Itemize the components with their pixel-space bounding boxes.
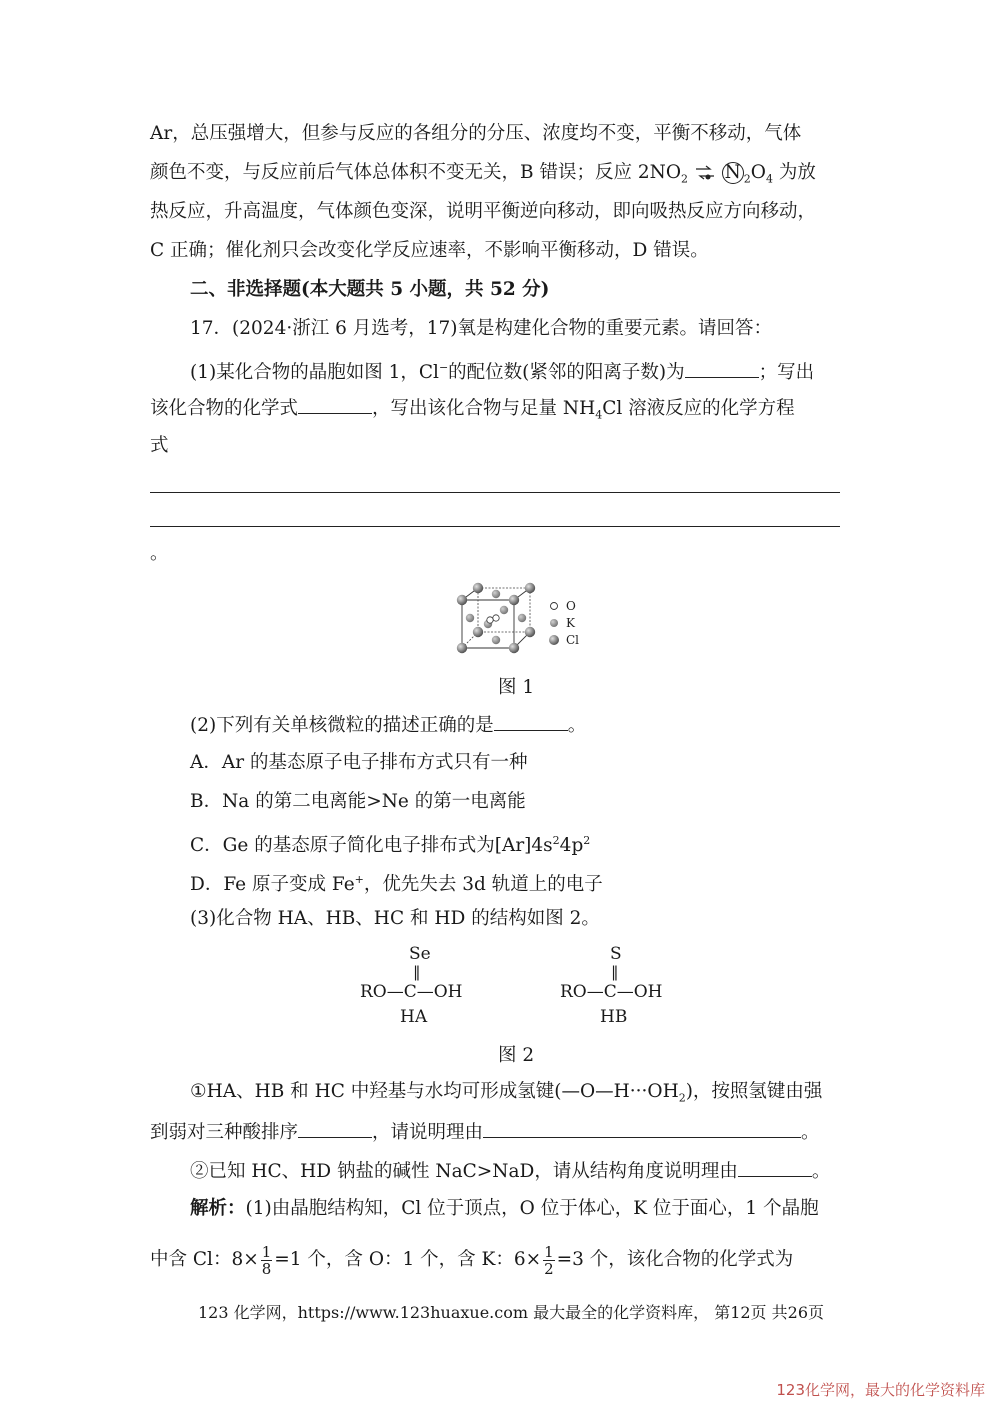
text-line <box>150 395 795 428</box>
text-segment: ，请说明理由 <box>372 1122 484 1143</box>
text-segment: 4p <box>559 835 584 857</box>
superscript: 2 <box>583 834 591 847</box>
text-segment: Cl 溶液反应的化学方程 <box>602 398 795 419</box>
option-d <box>190 868 603 897</box>
section-title: 二、非选择题(本大题共 5 小题，共 52 分) <box>190 279 550 300</box>
text-segment: C．Ge 的基态原子简化电子排布式为[Ar]4s <box>190 835 553 857</box>
text-segment: =1 个，含 O：1 个，含 K：6× <box>274 1249 542 1270</box>
text-line <box>190 1080 822 1111</box>
answer-blank[interactable] <box>298 395 372 414</box>
answer-line[interactable] <box>150 492 840 493</box>
legend-cl: Cl <box>566 633 580 647</box>
text-segment: 。 <box>567 715 587 736</box>
analysis-label: 解析： <box>190 1198 246 1219</box>
superscript: + <box>354 873 364 886</box>
question-intro: 17．(2024·浙江 6 月选考，17)氧是构建化合物的重要元素。请回答： <box>190 318 773 339</box>
crystal-cell-figure <box>448 578 588 660</box>
text-line: (3)化合物 HA、HB、HC 和 HD 的结构如图 2。 <box>190 908 600 929</box>
text-segment: 该化合物的化学式 <box>150 398 299 419</box>
text-segment: 中含 Cl：8× <box>150 1249 259 1270</box>
circled-letter: N <box>722 162 744 184</box>
superscript: − <box>438 361 449 374</box>
text-segment: ；写出 <box>758 362 815 384</box>
answer-blank[interactable] <box>738 1158 812 1177</box>
double-bond: ‖ <box>413 963 421 981</box>
text-line: 。 <box>150 543 169 564</box>
text-segment: (2)下列有关单核微粒的描述正确的是 <box>190 715 494 736</box>
text-segment: 。 <box>811 1161 831 1182</box>
legend-k: K <box>566 616 575 630</box>
text-line <box>190 1158 830 1184</box>
text-line <box>190 712 586 738</box>
text-segment: 的配位数(紧邻的阳离子数)为 <box>448 362 685 384</box>
analysis-line <box>190 1197 819 1221</box>
option-a: A．Ar 的基态原子电子排布方式只有一种 <box>190 752 528 773</box>
text-segment: 颜色不变，与反应前后气体总体积不变无关，B 错误；反应 2NO <box>150 162 681 183</box>
text-line <box>150 161 816 192</box>
subscript: 2 <box>680 172 688 186</box>
answer-line[interactable] <box>150 526 840 527</box>
text-segment: ，优先失去 3d 轨道上的电子 <box>363 874 603 896</box>
ha-top-atom: Se <box>409 944 431 964</box>
watermark: 123化学网，最大的化学资料库 <box>776 1381 985 1399</box>
figure-caption: 图 1 <box>498 677 535 698</box>
text-segment: ①HA、HB 和 HC 中羟基与水均可形成氢键(—O—H···OH <box>190 1081 679 1102</box>
hb-top-atom: S <box>610 944 622 964</box>
hb-name: HB <box>600 1007 628 1027</box>
text-line: C 正确；催化剂只会改变化学反应速率，不影响平衡移动，D 错误。 <box>150 240 709 261</box>
text-segment: ②已知 HC、HD 钠盐的碱性 NaC>NaD，请从结构角度说明理由 <box>190 1161 738 1182</box>
text-line <box>150 1119 820 1145</box>
text-line: 式 <box>150 435 169 456</box>
page-footer: 123 化学网，https://www.123huaxue.com 最大最全的化学资料库， 第12页 共26页 <box>198 1303 825 1322</box>
ha-name: HA <box>400 1007 428 1027</box>
answer-blank[interactable] <box>685 359 759 378</box>
text-line: 热反应，升高温度，气体颜色变深，说明平衡逆向移动，即向吸热反应方向移动， <box>150 201 817 222</box>
text-segment: =3 个，该化合物的化学式为 <box>556 1249 794 1270</box>
text-segment: 为放 <box>778 162 816 183</box>
superscript: 2 <box>552 834 560 847</box>
subscript: 4 <box>765 172 773 186</box>
subscript: 2 <box>743 172 751 186</box>
double-bond: ‖ <box>611 963 619 981</box>
text-segment: D．Fe 原子变成 Fe <box>190 874 355 896</box>
option-c <box>190 829 590 858</box>
text-segment: 到弱对三种酸排序 <box>150 1122 299 1143</box>
text-segment: (1)由晶胞结构知，Cl 位于顶点，O 位于体心，K 位于面心，1 个晶胞 <box>245 1198 819 1219</box>
equilibrium-arrow-icon <box>694 165 716 181</box>
fraction: $\frac{1}{8}$ <box>261 1242 272 1278</box>
answer-blank[interactable] <box>494 712 568 731</box>
text-segment: O <box>750 162 766 183</box>
ha-formula: RO—C—OH <box>360 982 463 1002</box>
text-segment: (1)某化合物的晶胞如图 1，Cl <box>190 362 439 384</box>
text-segment: )，按照氢键由强 <box>685 1081 823 1102</box>
legend-o: O <box>566 599 576 613</box>
figure-caption: 图 2 <box>498 1045 535 1066</box>
analysis-line <box>150 1238 793 1282</box>
hb-formula: RO—C—OH <box>560 982 663 1002</box>
subscript: 4 <box>595 408 603 422</box>
fraction: $\frac{1}{2}$ <box>544 1242 554 1278</box>
text-segment: ，写出该化合物与足量 NH <box>372 398 596 419</box>
text-line <box>190 356 814 385</box>
answer-blank[interactable] <box>483 1119 801 1138</box>
text-line: Ar，总压强增大，但参与反应的各组分的分压、浓度均不变，平衡不移动，气体 <box>150 123 802 144</box>
subscript: 2 <box>678 1091 686 1105</box>
answer-blank[interactable] <box>298 1119 372 1138</box>
option-b: B．Na 的第二电离能>Ne 的第一电离能 <box>190 791 526 812</box>
text-segment: 。 <box>801 1122 820 1143</box>
